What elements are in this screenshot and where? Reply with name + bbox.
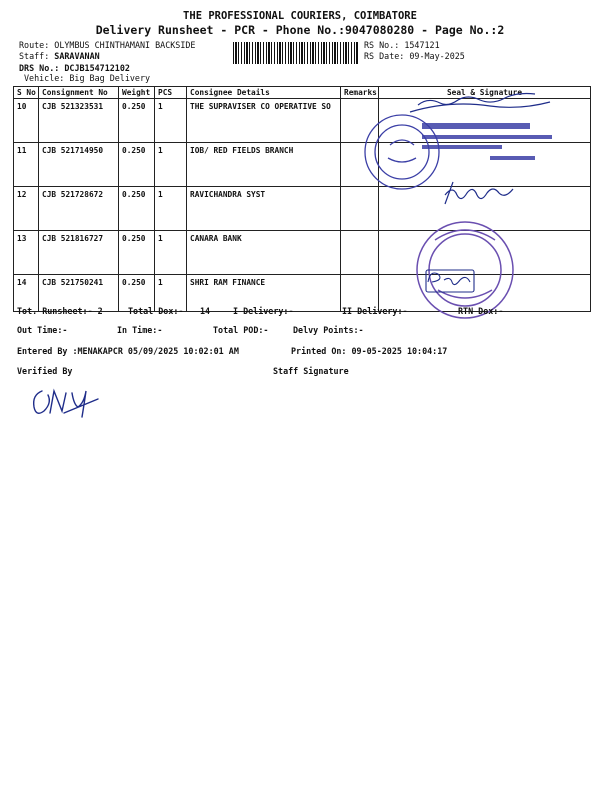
cell-pcs: 1: [155, 99, 187, 143]
cell-seal: [379, 99, 591, 143]
entered-by: Entered By :MENAKAPCR 05/09/2025 10:02:01 AM: [17, 346, 239, 356]
cell-seal: [379, 231, 591, 275]
tot-runsheet: Tot. Runsheet:- 2: [17, 306, 103, 316]
rs-number: RS No.: 1547121: [364, 40, 440, 50]
cell-consignee: CANARA BANK: [187, 231, 341, 275]
cell-seal: [379, 143, 591, 187]
cell-consignee: SHRI RAM FINANCE: [187, 275, 341, 312]
cell-sno: 11: [14, 143, 39, 187]
runsheet-subtitle: Delivery Runsheet - PCR - Phone No.:9047080280 - Page No.:2: [95, 23, 505, 37]
verifier-signature: [28, 383, 103, 423]
cell-weight: 0.250: [119, 275, 155, 312]
cell-remarks: [341, 231, 379, 275]
table-row: [14, 143, 591, 187]
total-pod: Total POD:-: [213, 325, 269, 335]
table-row: [14, 231, 591, 275]
verified-by: Verified By: [17, 366, 73, 376]
col-pcs: PCS: [155, 87, 187, 99]
cell-sno: 10: [14, 99, 39, 143]
cell-pcs: 1: [155, 187, 187, 231]
cell-weight: 0.250: [119, 99, 155, 143]
staff-signature-label: Staff Signature: [273, 366, 349, 376]
cell-remarks: [341, 143, 379, 187]
col-seal: Seal & Signature: [379, 87, 591, 99]
cell-sno: 12: [14, 187, 39, 231]
cell-weight: 0.250: [119, 143, 155, 187]
staff-label: Staff:: [19, 51, 55, 61]
cell-consignment: CJB 521750241: [39, 275, 119, 312]
col-sno: S No: [14, 87, 39, 99]
printed-on: Printed On: 09-05-2025 10:04:17: [291, 346, 448, 356]
vehicle-text: Vehicle: Big Bag Delivery: [24, 73, 151, 83]
in-time: In Time:-: [117, 325, 163, 335]
cell-consignment: CJB 521714950: [39, 143, 119, 187]
cell-sno: 13: [14, 231, 39, 275]
table-row: [14, 99, 591, 143]
rs-date: RS Date: 09-May-2025: [364, 51, 465, 61]
cell-remarks: [341, 187, 379, 231]
cell-consignment: CJB 521816727: [39, 231, 119, 275]
cell-pcs: 1: [155, 275, 187, 312]
cell-consignment: CJB 521728672: [39, 187, 119, 231]
delivery-table: [13, 86, 591, 312]
cell-pcs: 1: [155, 143, 187, 187]
cell-consignee: IOB/ RED FIELDS BRANCH: [187, 143, 341, 187]
drs-number: DRS No.: DCJB154712102: [19, 63, 130, 73]
table-header-row: [14, 87, 591, 99]
cell-weight: 0.250: [119, 231, 155, 275]
col-consignee: Consignee Details: [187, 87, 341, 99]
ii-delivery: II Delivery:-: [342, 306, 408, 316]
rtn-dox: RTN Dox:-: [458, 306, 504, 316]
out-time: Out Time:-: [17, 325, 68, 335]
total-dox-label: Total Dox:-: [128, 306, 184, 316]
col-weight: Weight: [119, 87, 155, 99]
staff-line: [19, 51, 100, 61]
table-row: [14, 187, 591, 231]
cell-consignment: CJB 521323531: [39, 99, 119, 143]
col-remarks: Remarks: [341, 87, 379, 99]
cell-remarks: [341, 99, 379, 143]
delvy-points: Delvy Points:-: [293, 325, 364, 335]
staff-name: SARAVANAN: [54, 51, 100, 61]
company-title: THE PROFESSIONAL COURIERS, COIMBATORE: [183, 10, 417, 22]
col-consignment: Consignment No: [39, 87, 119, 99]
barcode-image: [233, 42, 358, 64]
cell-consignee: RAVICHANDRA SYST: [187, 187, 341, 231]
cell-seal: [379, 187, 591, 231]
route-text: Route: OLYMBUS CHINTHAMANI BACKSIDE: [19, 40, 196, 50]
cell-sno: 14: [14, 275, 39, 312]
i-delivery: I Delivery:-: [233, 306, 294, 316]
cell-consignee: THE SUPRAVISER CO OPERATIVE SO: [187, 99, 341, 143]
cell-weight: 0.250: [119, 187, 155, 231]
cell-pcs: 1: [155, 231, 187, 275]
total-dox-value: 14: [200, 306, 211, 316]
